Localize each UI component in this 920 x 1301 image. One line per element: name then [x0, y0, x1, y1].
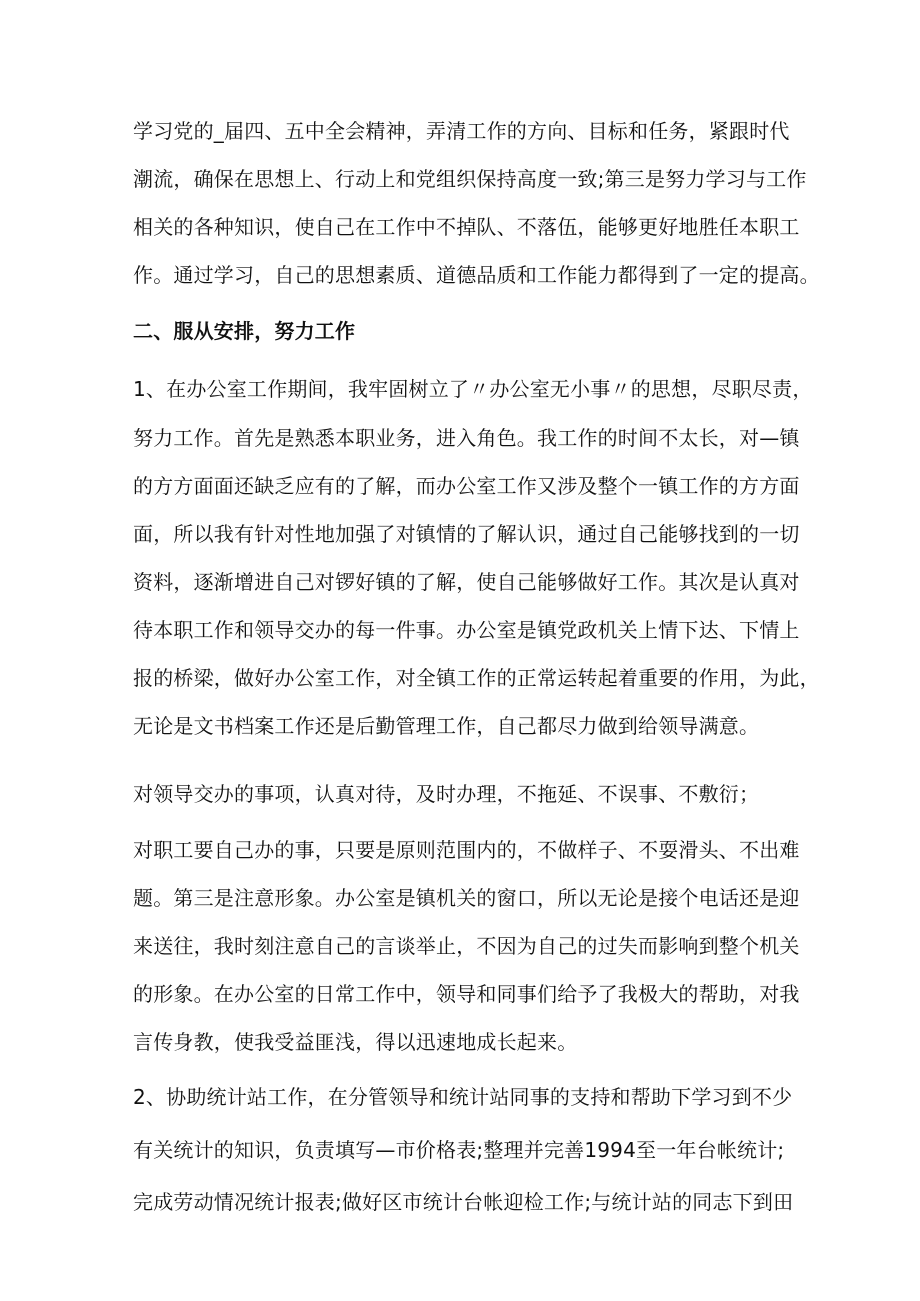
text-line: 相关的各种知识，使自己在工作中不掉队、不落伍，能够更好地胜任本职工 [133, 215, 800, 239]
text-line: 对职工要自己办的事，只要是原则范围内的，不做样子、不耍滑头、不出难 [133, 838, 800, 862]
text-line: 报的桥梁，做好办公室工作，对全镇工作的正常运转起着重要的作用，为此， [133, 666, 820, 690]
text-line: 的形象。在办公室的日常工作中，领导和同事们给予了我极大的帮助，对我 [133, 982, 800, 1006]
text-line: 2、协助统计站工作，在分管领导和统计站同事的支持和帮助下学习到不少 [133, 1085, 793, 1109]
text-line: 努力工作。首先是熟悉本职业务，进入角色。我工作的时间不太长，对—镇 [133, 426, 800, 450]
text-line: 无论是文书档案工作还是后勤管理工作，自己都尽力做到给领导满意。 [133, 714, 760, 738]
text-line: 待本职工作和领导交办的每一件事。办公室是镇党政机关上情下达、下情上 [133, 618, 800, 642]
text-line: 对领导交办的事项，认真对待，及时办理，不拖延、不误事、不敷衍； [133, 782, 760, 806]
text-line: 题。第三是注意形象。办公室是镇机关的窗口，所以无论是接个电话还是迎 [133, 886, 800, 910]
text-line: 完成劳动情况统计报表;做好区市统计台帐迎检工作;与统计站的同志下到田 [133, 1190, 794, 1214]
text-line: 的方方面面还缺乏应有的了解，而办公室工作又涉及整个一镇工作的方方面 [133, 474, 800, 498]
section-heading: 二、服从安排，努力工作 [133, 319, 356, 343]
text-line: 作。通过学习，自己的思想素质、道德品质和工作能力都得到了一定的提高。 [133, 263, 820, 287]
text-line: 资料，逐渐增进自己对锣好镇的了解，使自己能够做好工作。其次是认真对 [133, 570, 800, 594]
text-line: 面，所以我有针对性地加强了对镇情的了解认识，通过自己能够找到的一切 [133, 522, 800, 546]
text-line: 言传身教，使我受益匪浅，得以迅速地成长起来。 [133, 1030, 578, 1054]
text-line: 有关统计的知识，负责填写—市价格表;整理并完善1994至一年台帐统计; [133, 1138, 785, 1162]
text-line: 来送往，我时刻注意自己的言谈举止，不因为自己的过失而影响到整个机关 [133, 934, 800, 958]
text-line: 潮流，确保在思想上、行动上和党组织保持高度一致;第三是努力学习与工作 [133, 167, 807, 191]
text-line: 学习党的_届四、五中全会精神，弄清工作的方向、目标和任务，紧跟时代 [133, 119, 790, 143]
text-line: 1、在办公室工作期间，我牢固树立了〃办公室无小事〃的思想，尽职尽责， [133, 377, 813, 401]
